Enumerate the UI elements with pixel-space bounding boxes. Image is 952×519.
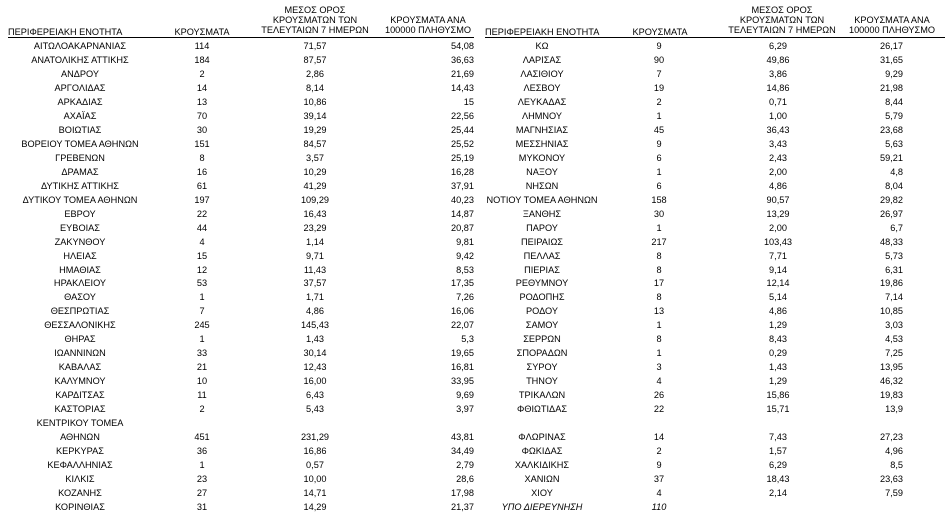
region-name: ΑΝΑΤΟΛΙΚΗΣ ΑΤΤΙΚΗΣ — [31, 54, 129, 65]
cases-count: 1 — [656, 110, 662, 121]
region-name: ΝΗΣΩΝ — [525, 180, 559, 191]
region-name: ΕΥΒΟΙΑΣ — [60, 222, 100, 233]
cases-count: 245 — [194, 320, 210, 331]
region-name: ΜΕΣΣΗΝΙΑΣ — [515, 138, 569, 149]
cases-count: 30 — [653, 208, 665, 219]
cases-count: 8 — [656, 334, 662, 345]
region-name: ΚΑΒΑΛΑΣ — [58, 362, 102, 373]
region-name: ΦΘΙΩΤΙΔΑΣ — [516, 404, 568, 415]
cases-count: 30 — [196, 124, 208, 135]
per-100k: 5,79 — [885, 110, 903, 121]
region-name: ΦΛΩΡΙΝΑΣ — [518, 432, 566, 443]
per-100k: 22,07 — [451, 320, 474, 331]
cases-count: 1 — [199, 292, 205, 303]
region-name: ΘΕΣΣΑΛΟΝΙΚΗΣ — [44, 320, 116, 331]
cases-count: 114 — [194, 41, 210, 51]
right-header-avg: ΜΕΣΟΣ ΟΡΟΣ ΚΡΟΥΣΜΑΤΩΝ ΤΩΝ ΤΕΛΕΥΤΑΙΩΝ 7 ΗΜΕΡΩΝ — [728, 5, 836, 35]
region-name: ΠΑΡΟΥ — [526, 222, 558, 233]
per-100k: 23,68 — [880, 124, 903, 135]
per-100k: 8,44 — [885, 96, 903, 107]
per-100k: 5,3 — [461, 334, 474, 345]
avg-7day: 0,29 — [769, 348, 787, 359]
avg-7day: 4,86 — [306, 306, 324, 317]
cases-count: 14 — [653, 432, 665, 443]
per-100k: 6,7 — [890, 222, 903, 233]
avg-7day: 37,57 — [303, 278, 327, 289]
left-header-region: ΠΕΡΙΦΕΡΕΙΑΚΗ ΕΝΟΤΗΤΑ — [8, 27, 123, 37]
region-name: ΘΗΡΑΣ — [64, 334, 96, 345]
cases-count: 6 — [656, 152, 662, 163]
per-100k: 14,87 — [451, 208, 474, 219]
cases-count: 217 — [651, 236, 667, 247]
per-100k: 40,23 — [451, 194, 474, 205]
region-name: ΚΟΡΙΝΘΙΑΣ — [55, 502, 105, 512]
region-name: ΧΑΛΚΙΔΙΚΗΣ — [514, 460, 570, 471]
region-name: ΧΙΟΥ — [531, 488, 553, 499]
cases-count: 44 — [196, 222, 208, 233]
per-100k: 21,37 — [451, 502, 474, 512]
cases-count: 1 — [656, 222, 662, 233]
per-100k: 25,19 — [451, 152, 474, 163]
per-100k: 10,85 — [880, 306, 903, 317]
cases-count: 9 — [656, 460, 662, 471]
cases-count: 4 — [199, 236, 205, 247]
region-name: ΑΧΑΪΑΣ — [63, 110, 97, 121]
region-name: ΖΑΚΥΝΘΟΥ — [54, 236, 106, 247]
per-100k: 9,29 — [885, 68, 903, 79]
per-100k: 14,43 — [451, 82, 474, 93]
avg-7day: 16,00 — [303, 376, 327, 387]
region-name: ΙΩΑΝΝΙΝΩΝ — [54, 348, 106, 359]
avg-7day: 1,43 — [306, 334, 324, 345]
avg-7day: 145,43 — [300, 320, 330, 331]
avg-7day: 109,29 — [300, 194, 330, 205]
per-100k: 17,35 — [451, 278, 474, 289]
cases-count: 197 — [194, 194, 210, 205]
region-name: ΡΟΔΟΠΗΣ — [519, 292, 565, 303]
avg-7day: 4,86 — [769, 180, 787, 191]
region-name: ΣΠΟΡΑΔΩΝ — [516, 348, 568, 359]
avg-7day: 9,71 — [306, 250, 324, 261]
region-name: ΗΛΕΙΑΣ — [63, 250, 97, 261]
cases-count: 1 — [656, 348, 662, 359]
cases-count: 2 — [656, 446, 662, 457]
avg-7day: 12,14 — [766, 278, 790, 289]
per-100k: 25,44 — [451, 124, 474, 135]
left-header-per100k: ΚΡΟΥΣΜΑΤΑ ΑΝΑ 100000 ΠΛΗΘΥΣΜΟ — [384, 15, 472, 35]
region-name: ΛΕΥΚΑΔΑΣ — [517, 96, 567, 107]
region-name: ΔΡΑΜΑΣ — [61, 166, 99, 177]
region-name: ΡΟΔΟΥ — [525, 306, 559, 317]
per-100k: 54,08 — [451, 41, 474, 51]
per-100k: 20,87 — [451, 222, 474, 233]
per-100k: 13,95 — [880, 362, 903, 373]
avg-7day: 49,86 — [766, 54, 790, 65]
region-name: ΠΕΛΛΑΣ — [523, 250, 561, 261]
right-header-region: ΠΕΡΙΦΕΡΕΙΑΚΗ ΕΝΟΤΗΤΑ — [485, 27, 600, 37]
cases-count: 184 — [194, 54, 210, 65]
region-name: ΜΥΚΟΝΟΥ — [518, 152, 566, 163]
region-name: ΝΟΤΙΟΥ ΤΟΜΕΑ ΑΘΗΝΩΝ — [486, 194, 598, 205]
cases-count: 8 — [199, 152, 205, 163]
per-100k: 17,98 — [451, 488, 474, 499]
per-100k: 9,42 — [456, 250, 474, 261]
avg-7day: 30,14 — [303, 348, 327, 359]
per-100k: 22,56 — [451, 110, 474, 121]
avg-7day: 87,57 — [303, 54, 327, 65]
avg-7day: 103,43 — [763, 236, 793, 247]
per-100k: 21,69 — [451, 68, 474, 79]
cases-count: 2 — [199, 404, 205, 415]
cases-count: 11 — [197, 390, 207, 401]
avg-7day: 8,43 — [769, 334, 787, 345]
cases-count: 1 — [656, 320, 662, 331]
cases-count: 451 — [194, 432, 210, 443]
cases-count: 9 — [656, 138, 662, 149]
per-100k: 21,98 — [880, 82, 903, 93]
avg-7day: 231,29 — [300, 432, 330, 443]
cases-count: 158 — [651, 194, 667, 205]
cases-count: 151 — [194, 138, 210, 149]
per-100k: 8,53 — [456, 264, 474, 275]
cases-count: 1 — [656, 166, 662, 177]
region-name: ΑΘΗΝΩΝ — [60, 432, 100, 443]
region-name: ΛΑΡΙΣΑΣ — [522, 54, 562, 65]
per-100k: 29,82 — [880, 194, 903, 205]
cases-count: 17 — [653, 278, 665, 289]
avg-7day: 16,86 — [303, 446, 327, 457]
cases-count: 70 — [196, 110, 208, 121]
per-100k: 9,69 — [456, 390, 474, 401]
avg-7day: 3,86 — [769, 68, 787, 79]
region-name: ΚΕΦΑΛΛΗΝΙΑΣ — [47, 460, 113, 471]
avg-7day: 1,43 — [769, 362, 787, 373]
per-100k: 25,52 — [451, 138, 474, 149]
region-name: ΣΑΜΟΥ — [525, 320, 559, 331]
region-name: ΦΩΚΙΔΑΣ — [521, 446, 563, 457]
cases-count: 26 — [653, 390, 665, 401]
per-100k: 27,23 — [880, 432, 903, 443]
per-100k: 8,04 — [885, 180, 903, 191]
avg-7day: 23,29 — [303, 222, 327, 233]
avg-7day: 2,00 — [769, 166, 787, 177]
avg-7day: 4,86 — [769, 306, 787, 317]
cases-count: 21 — [196, 362, 208, 373]
avg-7day: 15,71 — [766, 404, 790, 415]
cases-count: 1 — [199, 334, 205, 345]
avg-7day: 9,14 — [769, 264, 787, 275]
avg-7day: 2,14 — [769, 488, 787, 499]
per-100k: 16,06 — [451, 306, 474, 317]
avg-7day: 11,43 — [303, 264, 327, 275]
cases-count: 7 — [199, 306, 205, 317]
right-header-per100k: ΚΡΟΥΣΜΑΤΑ ΑΝΑ 100000 ΠΛΗΘΥΣΜΟ — [848, 15, 936, 35]
avg-7day: 36,43 — [766, 124, 790, 135]
per-100k: 7,26 — [456, 292, 474, 303]
left-header-cases: ΚΡΟΥΣΜΑΤΑ — [174, 27, 230, 37]
avg-7day: 71,57 — [303, 41, 327, 51]
avg-7day: 1,00 — [769, 110, 787, 121]
avg-7day: 1,71 — [306, 292, 324, 303]
avg-7day: 10,29 — [303, 166, 327, 177]
region-name: ΒΟΡΕΙΟΥ ΤΟΜΕΑ ΑΘΗΝΩΝ — [21, 138, 139, 149]
right-header-cases: ΚΡΟΥΣΜΑΤΑ — [632, 27, 688, 37]
avg-7day: 1,29 — [769, 320, 787, 331]
avg-7day: 6,29 — [769, 41, 787, 51]
cases-count: 4 — [656, 376, 662, 387]
region-name: ΥΠΟ ΔΙΕΡΕΥΝΗΣΗ — [501, 502, 583, 512]
region-name: ΑΝΔΡΟΥ — [60, 68, 100, 79]
cases-count: 19 — [653, 82, 665, 93]
region-name: ΗΜΑΘΙΑΣ — [59, 264, 101, 275]
avg-7day: 2,43 — [769, 152, 787, 163]
region-name: ΘΕΣΠΡΩΤΙΑΣ — [50, 306, 110, 317]
cases-count: 15 — [196, 250, 208, 261]
left-header-avg: ΜΕΣΟΣ ΟΡΟΣ ΚΡΟΥΣΜΑΤΩΝ ΤΩΝ ΤΕΛΕΥΤΑΙΩΝ 7 ΗΜΕΡΩΝ — [261, 5, 369, 35]
avg-7day: 1,57 — [769, 446, 787, 457]
avg-7day: 14,86 — [766, 82, 790, 93]
per-100k: 2,79 — [456, 460, 474, 471]
cases-count: 37 — [653, 474, 665, 485]
per-100k: 59,21 — [880, 152, 903, 163]
region-name: ΘΑΣΟΥ — [64, 292, 96, 303]
per-100k: 26,97 — [880, 208, 903, 219]
cases-count: 3 — [656, 362, 662, 373]
region-name: ΓΡΕΒΕΝΩΝ — [55, 152, 105, 163]
avg-7day: 10,00 — [303, 474, 327, 485]
region-name: ΛΗΜΝΟΥ — [521, 110, 563, 121]
region-name: ΚΑΡΔΙΤΣΑΣ — [55, 390, 105, 401]
per-100k: 9,81 — [456, 236, 474, 247]
cases-count: 53 — [196, 278, 208, 289]
region-name: ΞΑΝΘΗΣ — [522, 208, 562, 219]
region-name: ΚΕΝΤΡΙΚΟΥ ΤΟΜΕΑ — [36, 418, 124, 429]
region-name: ΜΑΓΝΗΣΙΑΣ — [515, 124, 569, 135]
cases-count: 23 — [196, 474, 208, 485]
per-100k: 7,59 — [885, 488, 903, 499]
region-name: ΗΡΑΚΛΕΙΟΥ — [53, 278, 107, 289]
per-100k: 3,03 — [885, 320, 903, 331]
region-name: ΚΑΛΥΜΝΟΥ — [54, 376, 106, 387]
avg-7day: 1,14 — [306, 236, 324, 247]
avg-7day: 3,43 — [769, 138, 787, 149]
avg-7day: 2,00 — [769, 222, 787, 233]
avg-7day: 16,43 — [303, 208, 327, 219]
region-name: ΕΒΡΟΥ — [64, 208, 96, 219]
avg-7day: 5,14 — [769, 292, 787, 303]
per-100k: 4,8 — [890, 166, 903, 177]
region-name: ΤΗΝΟΥ — [526, 376, 558, 387]
cases-count: 27 — [196, 488, 208, 499]
cases-count: 33 — [196, 348, 208, 359]
region-name: ΛΕΣΒΟΥ — [523, 82, 561, 93]
right-header-underline — [485, 37, 945, 38]
region-name: ΑΡΓΟΛΙΔΑΣ — [54, 82, 106, 93]
per-100k: 26,17 — [880, 41, 903, 51]
per-100k: 19,83 — [880, 390, 903, 401]
per-100k: 5,63 — [885, 138, 903, 149]
per-100k: 4,96 — [885, 446, 903, 457]
avg-7day: 2,86 — [306, 68, 324, 79]
per-100k: 13,9 — [885, 404, 903, 415]
cases-count: 22 — [653, 404, 665, 415]
cases-count: 1 — [199, 460, 205, 471]
avg-7day: 7,71 — [769, 250, 787, 261]
region-name: ΡΕΘΥΜΝΟΥ — [515, 278, 569, 289]
cases-count: 45 — [653, 124, 665, 135]
avg-7day: 41,29 — [303, 180, 327, 191]
avg-7day: 15,86 — [766, 390, 790, 401]
avg-7day: 6,43 — [306, 390, 324, 401]
avg-7day: 3,57 — [306, 152, 324, 163]
per-100k: 23,63 — [880, 474, 903, 485]
per-100k: 7,14 — [885, 292, 903, 303]
per-100k: 28,6 — [456, 474, 474, 485]
avg-7day: 14,71 — [303, 488, 327, 499]
cases-count: 61 — [196, 180, 208, 191]
region-name: ΑΡΚΑΔΙΑΣ — [57, 96, 103, 107]
avg-7day: 6,29 — [769, 460, 787, 471]
region-name: ΠΕΙΡΑΙΩΣ — [521, 236, 563, 247]
left-header-underline — [8, 37, 474, 38]
per-100k: 19,86 — [880, 278, 903, 289]
region-name: ΑΙΤΩΛΟΑΚΑΡΝΑΝΙΑΣ — [33, 41, 127, 51]
cases-count: 2 — [199, 68, 205, 79]
cases-count: 13 — [653, 306, 665, 317]
region-name: ΝΑΞΟΥ — [526, 166, 558, 177]
per-100k: 36,63 — [451, 54, 474, 65]
per-100k: 5,73 — [885, 250, 903, 261]
cases-count: 13 — [196, 96, 208, 107]
cases-count: 4 — [656, 488, 662, 499]
avg-7day: 90,57 — [766, 194, 790, 205]
region-name: ΚΑΣΤΟΡΙΑΣ — [54, 404, 106, 415]
cases-count: 2 — [656, 96, 662, 107]
per-100k: 46,32 — [880, 376, 903, 387]
avg-7day: 10,86 — [303, 96, 327, 107]
cases-count: 22 — [196, 208, 208, 219]
region-name: ΚΕΡΚΥΡΑΣ — [56, 446, 104, 457]
cases-count: 31 — [196, 502, 208, 512]
region-name: ΒΟΙΩΤΙΑΣ — [58, 124, 102, 135]
per-100k: 34,49 — [451, 446, 474, 457]
cases-count: 14 — [196, 82, 208, 93]
region-name: ΚΟΖΑΝΗΣ — [58, 488, 102, 499]
cases-count: 10 — [196, 376, 208, 387]
per-100k: 6,31 — [885, 264, 903, 275]
region-name: ΔΥΤΙΚΟΥ ΤΟΜΕΑ ΑΘΗΝΩΝ — [22, 194, 138, 205]
avg-7day: 8,14 — [306, 82, 324, 93]
per-100k: 8,5 — [890, 460, 903, 471]
region-name: ΠΙΕΡΙΑΣ — [524, 264, 560, 275]
cases-count: 8 — [656, 264, 662, 275]
avg-7day: 39,14 — [303, 110, 327, 121]
avg-7day: 19,29 — [303, 124, 327, 135]
region-name: ΚΙΛΚΙΣ — [65, 474, 95, 485]
per-100k: 48,33 — [880, 236, 903, 247]
per-100k: 4,53 — [885, 334, 903, 345]
per-100k: 3,97 — [456, 404, 474, 415]
cases-count: 90 — [653, 54, 665, 65]
avg-7day: 18,43 — [766, 474, 790, 485]
region-name: ΔΥΤΙΚΗΣ ΑΤΤΙΚΗΣ — [41, 180, 119, 191]
per-100k: 7,25 — [885, 348, 903, 359]
avg-7day: 1,29 — [769, 376, 787, 387]
cases-count: 8 — [656, 292, 662, 303]
cases-count: 12 — [196, 264, 208, 275]
per-100k: 16,81 — [451, 362, 474, 373]
per-100k: 15 — [463, 96, 474, 107]
cases-count: 36 — [196, 446, 208, 457]
region-name: ΣΥΡΟΥ — [526, 362, 558, 373]
per-100k: 33,95 — [451, 376, 474, 387]
per-100k: 16,28 — [451, 166, 474, 177]
avg-7day: 0,57 — [306, 460, 324, 471]
avg-7day: 14,29 — [303, 502, 327, 512]
per-100k: 37,91 — [451, 180, 474, 191]
per-100k: 19,65 — [451, 348, 474, 359]
region-name: ΧΑΝΙΩΝ — [524, 474, 560, 485]
region-name: ΚΩ — [535, 41, 549, 51]
avg-7day: 7,43 — [769, 432, 787, 443]
cases-count: 8 — [656, 250, 662, 261]
avg-7day: 84,57 — [303, 138, 327, 149]
cases-count: 110 — [651, 502, 667, 512]
avg-7day: 0,71 — [769, 96, 787, 107]
per-100k: 43,81 — [451, 432, 474, 443]
avg-7day: 5,43 — [306, 404, 324, 415]
avg-7day: 13,29 — [766, 208, 790, 219]
cases-count: 9 — [656, 41, 662, 51]
region-name: ΤΡΙΚΑΛΩΝ — [518, 390, 566, 401]
region-name: ΣΕΡΡΩΝ — [523, 334, 561, 345]
avg-7day: 12,43 — [303, 362, 327, 373]
per-100k: 31,65 — [880, 54, 903, 65]
cases-count: 6 — [656, 180, 662, 191]
cases-count: 7 — [656, 68, 662, 79]
region-name: ΛΑΣΙΘΙΟΥ — [520, 68, 564, 79]
cases-count: 16 — [196, 166, 208, 177]
